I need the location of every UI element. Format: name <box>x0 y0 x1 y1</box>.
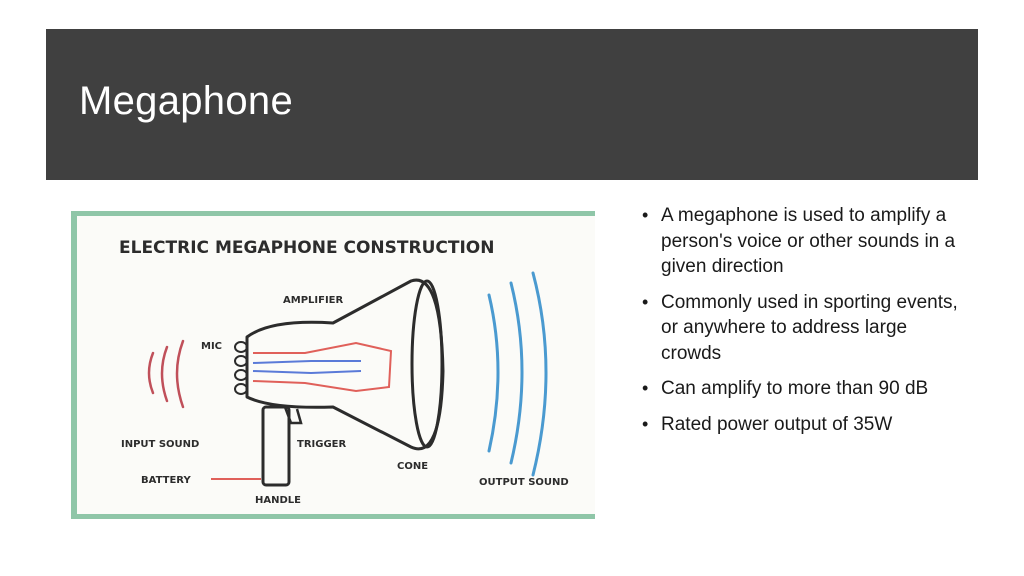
bullet-dot: • <box>642 413 649 434</box>
cone-rim <box>412 281 442 447</box>
handle-shape <box>263 407 289 485</box>
mic-hole-1 <box>235 342 247 352</box>
bullet-list <box>640 203 960 447</box>
amplifier-red-signal <box>253 343 391 391</box>
title-bar <box>46 29 978 180</box>
megaphone-body-outline <box>247 280 443 449</box>
slide-title: Megaphone <box>79 79 293 123</box>
bullet-dot: • <box>642 291 649 312</box>
bullet-text: Can amplify to more than 90 dB <box>661 378 929 399</box>
bullet-text: A megaphone is used to amplify a person's voice or other sounds in a given direction <box>661 205 956 277</box>
bullet-dot: • <box>642 378 649 398</box>
label-output-sound: OUTPUT SOUND <box>479 477 569 488</box>
bullet-item <box>640 412 960 438</box>
mic-hole-4 <box>235 384 247 394</box>
label-battery: BATTERY <box>141 475 191 486</box>
megaphone-diagram <box>71 211 595 519</box>
output-wave-3 <box>533 273 546 475</box>
label-amplifier: AMPLIFIER <box>283 295 344 306</box>
bullet-item <box>640 203 960 280</box>
mic-hole-3 <box>235 370 247 380</box>
bullet-item <box>640 376 960 402</box>
bullet-text: Commonly used in sporting events, or anywhere to address large crowds <box>661 291 958 364</box>
trigger-shape <box>285 407 301 423</box>
input-wave-3 <box>177 341 183 407</box>
input-wave-1 <box>149 353 153 393</box>
bullet-text: Rated power output of 35W <box>661 413 893 435</box>
output-sound-waves <box>489 273 546 475</box>
label-trigger: TRIGGER <box>297 439 347 450</box>
mic-hole-2 <box>235 356 247 366</box>
output-wave-2 <box>511 283 522 463</box>
label-cone: CONE <box>397 461 429 472</box>
label-mic: MIC <box>201 341 223 352</box>
input-sound-waves <box>149 341 183 407</box>
diagram-heading: ELECTRIC MEGAPHONE CONSTRUCTION <box>119 238 495 258</box>
amplifier-blue-signal-1 <box>253 361 361 363</box>
amplifier-blue-signal-2 <box>253 371 361 373</box>
megaphone-diagram-figure <box>71 211 595 519</box>
bullet-item <box>640 290 960 367</box>
label-input-sound: INPUT SOUND <box>121 439 200 450</box>
label-handle: HANDLE <box>255 495 301 506</box>
input-wave-2 <box>162 347 167 401</box>
bullet-dot: • <box>642 205 649 225</box>
output-wave-1 <box>489 295 498 451</box>
mic-grill <box>235 342 247 394</box>
